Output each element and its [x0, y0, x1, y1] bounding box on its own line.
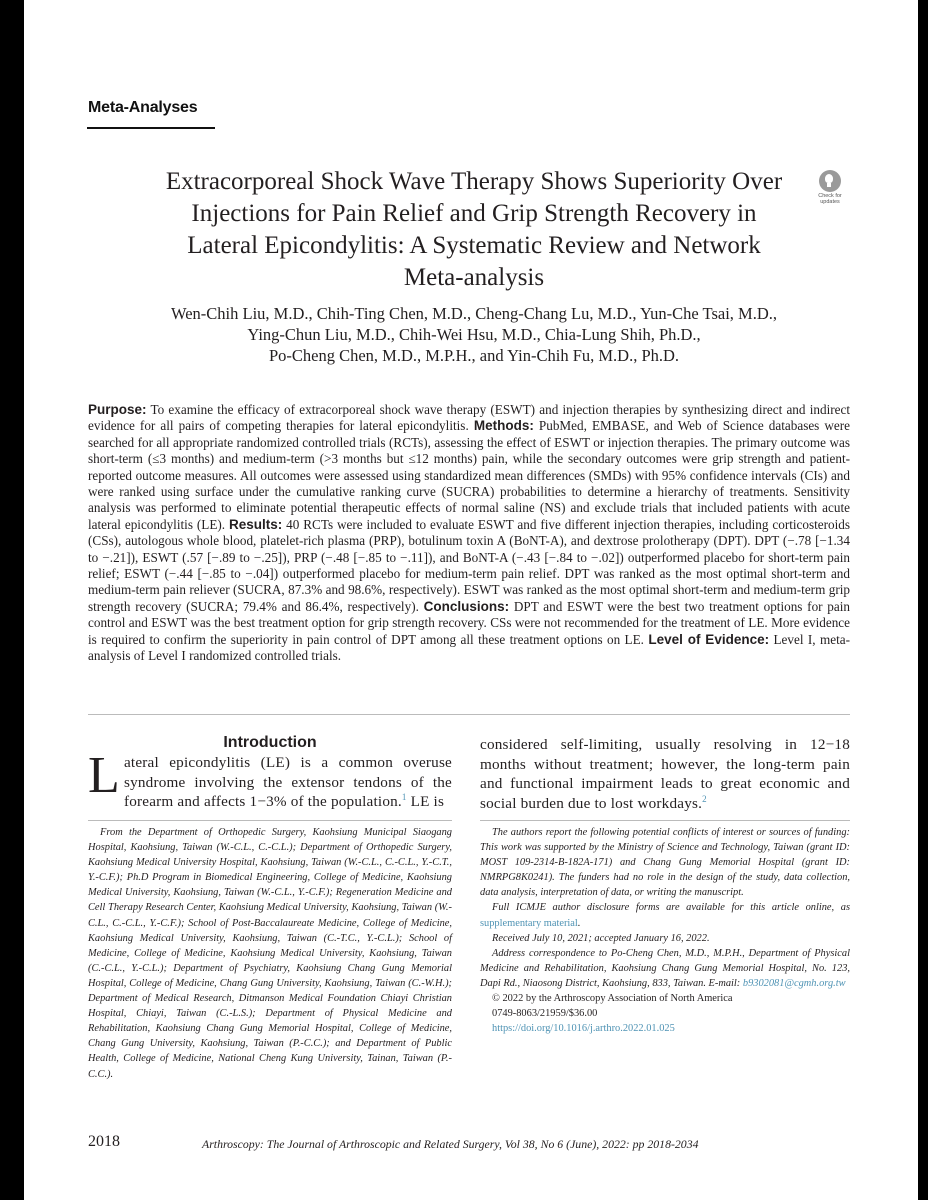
abstract-divider — [88, 714, 850, 715]
bookmark-icon — [819, 170, 841, 192]
introduction-heading: Introduction — [223, 734, 317, 751]
introduction-right-column — [480, 735, 850, 813]
address-text: Address correspondence to Po-Cheng Chen, M.D., M.P.H., Department of Physical Medicine and Rehabilitation, Kaohsiung Chang Gung Memorial Hospital, No. 123, Dapi Rd., Niaosong District, Kaohsiung, 833, Taiwan. E-mail: — [480, 947, 850, 989]
reference-link[interactable]: 1 — [401, 791, 407, 802]
results-text: 40 RCTs were included to evaluate ESWT and five different injection therapies, including corticosteroids (CSs), autologous whole blood, platelet-rich plasma (PRP), botulinum toxin A (BoNT-A), and dextrose prolotherapy (DPT). DPT (−.78 [−1.34 to −.21]), ESWT (.57 [−.89 to −.25]), PRP (−.48 [−.85 to −.11]), and BoNT-A (−.43 [−.84 to −.02]) outperformed placebo for short-term pain relief; ESWT (−.44 [−.85 to −.04]) outperformed placebo for medium-term pain relief. DPT was ranked as the most optimal short-term and medium-term pain reliever (SUCRA, 87.3% and 98.6%, respectively). ESWT was ranked as the most optimal short-term and medium-term grip strength recovery (SUCRA; 79.4% and 86.4%, respectively). — [88, 516, 851, 614]
icmje-note — [480, 900, 850, 930]
section-label: Meta-Analyses — [88, 99, 198, 116]
results-label: Results: — [228, 516, 283, 532]
affiliations-footnote — [88, 825, 452, 1082]
level-of-evidence-text: Level I, meta-analysis of Level I randomized controlled trials. — [88, 631, 850, 664]
doi-link[interactable]: https://doi.org/10.1016/j.arthro.2022.01.025 — [492, 1023, 675, 1035]
received-note: Received July 10, 2021; accepted January 16, 2022. — [492, 932, 710, 944]
footnote-divider-left — [88, 820, 452, 821]
author-line: Wen-Chih Liu, M.D., Chih-Ting Chen, M.D., Cheng-Chang Lu, M.D., Yun-Che Tsai, M.D., — [170, 304, 778, 323]
page-number: 2018 — [88, 1133, 120, 1150]
footnote-divider-right — [480, 820, 850, 821]
reference-link[interactable]: 2 — [702, 793, 707, 804]
author-line: Po-Cheng Chen, M.D., M.P.H., and Yin-Chih Fu, M.D., Ph.D. — [268, 346, 680, 365]
supplementary-material-link[interactable]: supplementary material — [480, 917, 578, 929]
conclusions-text: DPT and ESWT were the best two treatment options for pain control and ESWT was the best treatment option for grip strength recovery. CSs were not recommended for the treatment of LE. More evidence is required to confirm the superiority in pain control of DPT among all these treatment options on LE. — [88, 598, 850, 647]
journal-citation: Arthroscopy: The Journal of Arthroscopic and Related Surgery, Vol 38, No 6 (June), 2022: pp 2018-2034 — [202, 1137, 699, 1151]
drop-cap: L — [88, 747, 120, 804]
author-list — [84, 303, 864, 366]
conclusions-label: Conclusions: — [423, 598, 510, 614]
affiliations-text: From the Department of Orthopedic Surgery, Kaohsiung Municipal Siaogang Hospital, Kaohsiung, Taiwan (W.-C.L., C.-C.L.); Department of Orthopedic Surgery, Kaohsiung Medical University Hospital, Kaohsiung, Taiwan (W.-C.L., C.-C.L., Y.-C.T., Y.-C.F.); Ph.D Program in Biomedical Engineering, College of Medicine, Kaohsiung Medical University, Kaohsiung, Taiwan (W.-C.L., Y.-C.F.); Regeneration Medicine and Cell Therapy Research Center, Kaohsiung Medical University, Kaohsiung, Taiwan (W.-C.L., C.-C.L., Y.-C.F.); School of Post-Baccalaureate Medicine, College of Medicine, Kaohsiung Medical University, Kaohsiung, Taiwan (C.-T.C., Y.-C.L.); School of Medicine, College of Medicine, Kaohsiung Medical University, Kaohsiung, Taiwan (C.-C.L., Y.-C.L.); Department of Psychiatry, Kaohsiung Chang Gung Memorial Hospital, College of Medicine, Chang Gung University, Kaohsiung, Taiwan (C.-W.H.); Department of Medical Research, Ditmanson Medical Foundation Chiayi Christian Hospital, Chiayi, Taiwan (C.-L.S.); Department of Physical Medicine and Rehabilitation, Kaohsiung Chang Gung Memorial Hospital, College of Medicine, Chang Gung University, Kaohsiung, Taiwan (P.-C.C.); and Department of Public Health, College of Medicine, National Cheng Kung University, Tainan, Taiwan (P.-C.C.). — [88, 827, 452, 1080]
badge-text: Check for updates — [818, 193, 842, 205]
author-line: Ying-Chun Liu, M.D., Chih-Wei Hsu, M.D., Chia-Lung Shih, Ph.D., — [247, 325, 701, 344]
section-underline — [87, 127, 215, 129]
introduction-left-column — [88, 747, 452, 812]
email-link[interactable]: b9302081@cgmh.org.tw — [742, 977, 846, 989]
check-for-updates-badge[interactable] — [812, 170, 848, 210]
intro-left-text: ateral epicondylitis (LE) is a common overuse syndrome involving the extensor tendons of the forearm and affects 1−3% of the population. — [123, 754, 452, 810]
methods-label: Methods: — [473, 418, 534, 434]
conflicts-note: The authors report the following potential conflicts of interest or sources of funding: This work was supported by the Ministry of Science and Technology, Taiwan (grant ID: MOST 109-2314-B-182A-171) and Chang Gung Memorial Hospital (grant ID: NMRPG8K0241). The funders had no role in the design of the study, data collection, data analysis, interpretation of data, or writing the manuscript. — [480, 827, 850, 899]
intro-left-tail: LE is — [406, 793, 445, 810]
methods-text: PubMed, EMBASE, and Web of Science databases were searched for all appropriate randomized controlled trials (RCTs), assessing the effect of ESWT or injection therapies. The primary outcome was short-term (≤3 months) and medium-term (>3 months but ≤12 months) pain, while the secondary outcomes were grip strength and patient-reported outcome measures. All outcomes were assessed using standardized mean differences (SMDs) with 95% confidence intervals (CIs) and were ranked using surface under the cumulative ranking curve (SUCRA) probabilities to determine a hierarchy of treatments. Sensitivity analysis was performed to eliminate potential therapeutic effects of normal saline (NS) and exclude trials that included patients with acute lateral epicondylitis (LE). — [88, 418, 851, 532]
purpose-label: Purpose: — [88, 402, 147, 417]
article-notes — [480, 825, 850, 1036]
address-note — [480, 946, 850, 991]
purpose-text: To examine the efficacy of extracorporeal shock wave therapy (ESWT) and injection therapies by synthesizing direct and indirect evidence for all pairs of competing therapies for lateral epicondylitis. — [88, 402, 850, 434]
article-title: Extracorporeal Shock Wave Therapy Shows Superiority Over Injections for Pain Relief and Grip Strength Recovery in Lateral Epicondylitis: A Systematic Review and Network Meta-analysis — [165, 168, 783, 291]
intro-right-text: considered self-limiting, usually resolving in 12−18 months without treatment; however, the long-term pain and functional impairment leads to great economic and social burden due to lost workdays. — [480, 736, 850, 812]
article-page — [24, 0, 918, 1200]
abstract — [88, 402, 850, 665]
issn-note: 0749-8063/21959/$36.00 — [492, 1008, 598, 1020]
icmje-tail: . — [577, 917, 581, 929]
copyright-note: © 2022 by the Arthroscopy Association of North America — [492, 993, 733, 1005]
level-of-evidence-label: Level of Evidence: — [648, 631, 770, 647]
icmje-text: Full ICMJE author disclosure forms are available for this article online, as — [492, 902, 850, 914]
